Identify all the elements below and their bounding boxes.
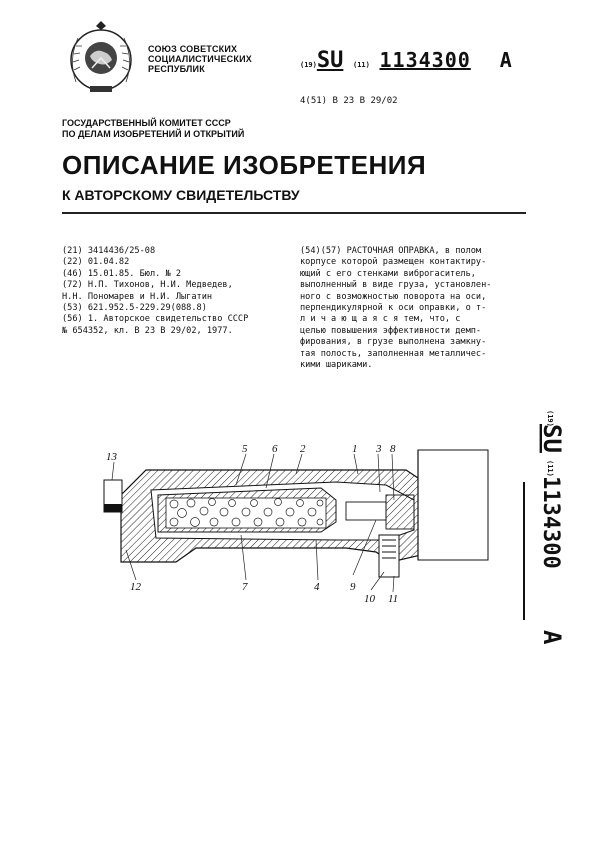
- label-6: 6: [272, 443, 278, 455]
- abstract-line: ного с возможностью поворота на оси,: [300, 291, 487, 302]
- biblio-line: Н.Н. Пономарев и Н.И. Лыгатин: [62, 291, 213, 302]
- abstract-line: (54)(57) РАСТОЧНАЯ ОПРАВКА, в полом: [300, 246, 482, 256]
- patent-number: 1134300: [379, 48, 471, 72]
- vertical-code-19: (19): [546, 410, 554, 427]
- label-1: 1: [352, 443, 358, 455]
- label-11: 11: [388, 593, 399, 605]
- label-10: 10: [364, 593, 375, 605]
- biblio-line: (56) 1. Авторское свидетельство СССР: [62, 314, 249, 325]
- abstract-line: фирования, в грузе выполнена замкну-: [300, 337, 487, 348]
- abstract-line: кими шариками.: [300, 360, 373, 371]
- label-3: 3: [376, 443, 382, 455]
- vertical-patent-number: [520, 400, 566, 660]
- committee-line: ПО ДЕЛАМ ИЗОБРЕТЕНИЙ И ОТКРЫТИЙ: [62, 129, 245, 139]
- abstract-line: перпендикулярной к оси оправки, о т-: [300, 303, 487, 314]
- abstract-line: корпусе которой размещен контактиру-: [300, 257, 487, 268]
- label-4: 4: [314, 581, 320, 593]
- biblio-line: № 654352, кл. В 23 В 29/02, 1977.: [62, 325, 233, 336]
- vertical-code-11: (11): [546, 460, 554, 477]
- bibliographic-data: [62, 246, 292, 337]
- label-7: 7: [242, 581, 248, 593]
- vertical-number: 1134300: [538, 476, 563, 569]
- label-2: 2: [300, 443, 306, 455]
- biblio-line: (72) Н.П. Тихонов, Н.И. Медведев,: [62, 280, 233, 291]
- tool-shank: [418, 450, 488, 560]
- union-name: [148, 44, 252, 74]
- union-line: РЕСПУБЛИК: [148, 64, 205, 74]
- biblio-line: (53) 621.952.5-229.29(088.8): [62, 303, 207, 314]
- cutter-insert: [386, 495, 414, 529]
- biblio-line: (21) 3414436/25-08: [62, 246, 156, 256]
- abstract-line: ющий с его стенками виброгаситель,: [300, 268, 476, 279]
- clamp-screw: [379, 535, 399, 577]
- abstract: [300, 246, 538, 371]
- label-8: 8: [390, 443, 396, 455]
- divider: [62, 212, 526, 214]
- ussr-emblem: [62, 20, 140, 102]
- ipc-class: 4(51) B 23 B 29/02: [300, 96, 398, 106]
- biblio-line: (46) 15.01.85. Бюл. № 2: [62, 268, 181, 279]
- biblio-line: (22) 01.04.82: [62, 257, 130, 268]
- label-13: 13: [106, 451, 117, 463]
- abstract-line: целью повышения эффективности демп-: [300, 325, 482, 336]
- label-5: 5: [242, 443, 248, 455]
- abstract-line: выполненный в виде груза, установлен-: [300, 280, 492, 291]
- document-subtitle: К АВТОРСКОМУ СВИДЕТЕЛЬСТВУ: [62, 187, 300, 203]
- union-line: СОЦИАЛИСТИЧЕСКИХ: [148, 54, 252, 64]
- label-9: 9: [350, 581, 356, 593]
- technical-drawing: [96, 440, 496, 610]
- patent-number-block: [300, 48, 512, 73]
- union-line: СОЮЗ СОВЕТСКИХ: [148, 44, 238, 54]
- document-title: ОПИСАНИЕ ИЗОБРЕТЕНИЯ: [62, 150, 427, 180]
- country-code: SU: [316, 48, 344, 73]
- abstract-line: тая полость, заполненная металличес-: [300, 348, 487, 359]
- code-11: (11): [353, 61, 370, 69]
- vertical-country: SU: [538, 424, 566, 453]
- committee-line: ГОСУДАРСТВЕННЫЙ КОМИТЕТ СССР: [62, 118, 231, 128]
- axis-pin: [346, 502, 386, 520]
- kind-code: A: [499, 48, 512, 72]
- vertical-kind: A: [538, 630, 566, 645]
- label-12: 12: [130, 581, 141, 593]
- committee: [62, 118, 244, 140]
- code-19: (19): [300, 61, 317, 69]
- abstract-line: л и ч а ю щ а я с я тем, что, с: [300, 314, 461, 325]
